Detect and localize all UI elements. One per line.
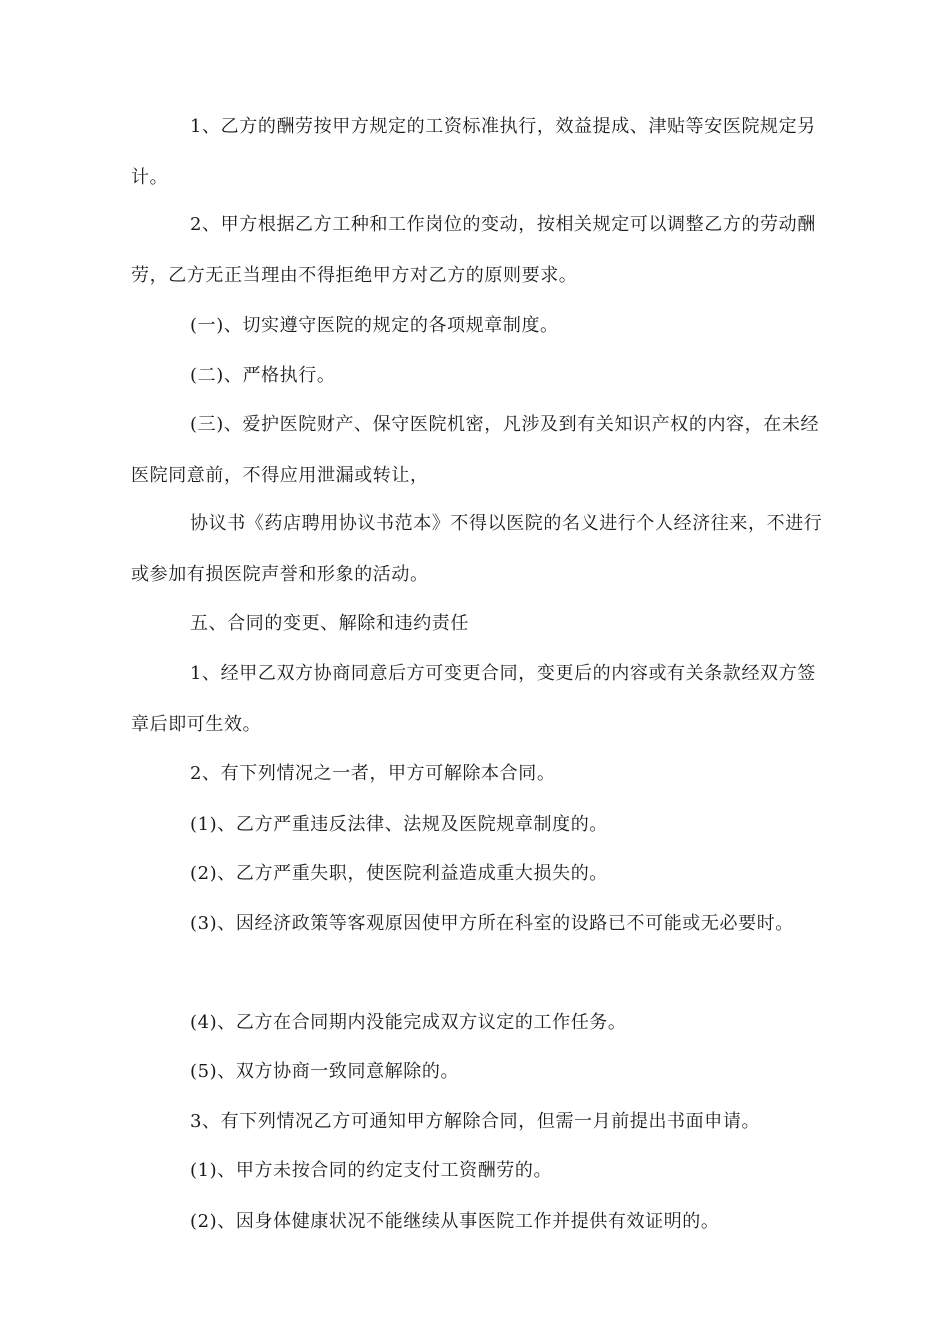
list-item-b1: (1)、甲方未按合同的约定支付工资酬劳的。 bbox=[190, 1160, 553, 1181]
section-heading-5: 五、合同的变更、解除和违约责任 bbox=[190, 613, 469, 634]
paragraph-terminate-party-a: 2、有下列情况之一者，甲方可解除本合同。 bbox=[190, 763, 556, 784]
paragraph-terminate-party-b: 3、有下列情况乙方可通知甲方解除合同，但需一月前提出书面申请。 bbox=[190, 1111, 761, 1132]
paragraph-change-contract: 1、经甲乙双方协商同意后方可变更合同，变更后的内容或有关条款经双方签章后即可生效。 bbox=[131, 663, 816, 735]
paragraph-agreement: 协议书《药店聘用协议书范本》不得以医院的名义进行个人经济往来，不进行或参加有损医院声誉和形象的活动。 bbox=[131, 513, 823, 585]
list-item-4: (4)、乙方在合同期内没能完成双方议定的工作任务。 bbox=[190, 1012, 627, 1033]
paragraph-adjust-salary: 2、甲方根据乙方工种和工作岗位的变动，按相关规定可以调整乙方的劳动酬劳，乙方无正当理由不得拒绝甲方对乙方的原则要求。 bbox=[131, 214, 816, 286]
list-item-3: (3)、因经济政策等客观原因使甲方所在科室的设路已不可能或无必要时。 bbox=[190, 913, 794, 934]
paragraph-item-1: (一)、切实遵守医院的规定的各项规章制度。 bbox=[190, 315, 559, 336]
paragraph-salary: 1、乙方的酬劳按甲方规定的工资标准执行，效益提成、津贴等安医院规定另计。 bbox=[131, 116, 816, 188]
list-item-5: (5)、双方协商一致同意解除的。 bbox=[190, 1061, 460, 1082]
paragraph-item-3: (三)、爱护医院财产、保守医院机密，凡涉及到有关知识产权的内容，在未经医院同意前，不得应用泄漏或转让， bbox=[131, 414, 820, 486]
paragraph-item-2: (二)、严格执行。 bbox=[190, 365, 336, 386]
list-item-1: (1)、乙方严重违反法律、法规及医院规章制度的。 bbox=[190, 814, 608, 835]
list-item-2: (2)、乙方严重失职，使医院利益造成重大损失的。 bbox=[190, 863, 608, 884]
list-item-b2: (2)、因身体健康状况不能继续从事医院工作并提供有效证明的。 bbox=[190, 1211, 720, 1232]
